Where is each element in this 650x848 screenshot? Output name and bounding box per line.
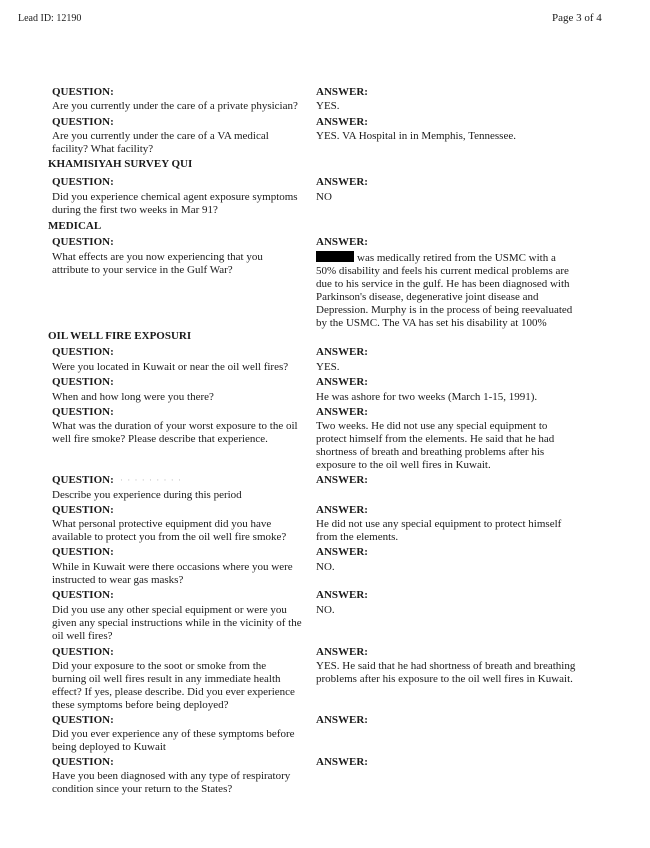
question-label: QUESTION:: [52, 474, 114, 486]
question-text: Have you been diagnosed with any type of respiratory condition since your return to the States?: [52, 770, 291, 795]
question-text: Did you ever experience any of these symptoms before being deployed to Kuwait: [52, 728, 295, 753]
question-text: What personal protective equipment did you have available to protect you from the oil well fire smoke?: [52, 518, 287, 543]
answer-text: YES. VA Hospital in in Memphis, Tennessee.: [316, 130, 516, 142]
answer-label: ANSWER:: [316, 756, 368, 768]
question-label: QUESTION:: [52, 376, 114, 388]
question-label: QUESTION:: [52, 589, 114, 601]
answer-text: YES.: [316, 100, 340, 112]
answer-label: ANSWER:: [316, 589, 368, 601]
answer-label: ANSWER:: [316, 376, 368, 388]
question-label: QUESTION:: [52, 546, 114, 558]
question-text: While in Kuwait were there occasions where you were instructed to wear gas masks?: [52, 561, 293, 586]
section-heading-medical: MEDICAL: [48, 220, 102, 232]
question-text: Did your exposure to the soot or smoke from the burning oil well fires result in any immediate health effect? If yes, please describe. Did you ever experience these symptoms before being deployed?: [52, 660, 295, 711]
answer-text: NO.: [316, 604, 335, 616]
redaction-box: [316, 251, 354, 262]
answer-label: ANSWER:: [316, 116, 368, 128]
answer-text: NO: [316, 191, 332, 203]
question-label: QUESTION:: [52, 116, 114, 128]
question-text: Did you experience chemical agent exposure symptoms during the first two weeks in Mar 91?: [52, 191, 298, 216]
question-label: QUESTION:: [52, 86, 114, 98]
question-label: QUESTION:: [52, 346, 114, 358]
answer-text: NO.: [316, 561, 335, 573]
answer-label: ANSWER:: [316, 86, 368, 98]
answer-label: ANSWER:: [316, 176, 368, 188]
answer-label: ANSWER:: [316, 504, 368, 516]
question-text: When and how long were you there?: [52, 391, 214, 403]
question-text: What was the duration of your worst exposure to the oil well fire smoke? Please describe that experience.: [52, 420, 298, 445]
answer-text: YES. He said that he had shortness of breath and breathing problems after his exposure to the oil well fires in Kuwait.: [316, 660, 576, 685]
question-text: Were you located in Kuwait or near the oil well fires?: [52, 361, 289, 373]
section-heading-oil-well: OIL WELL FIRE EXPOSURI: [48, 330, 192, 342]
question-text: Describe you experience during this period: [52, 489, 242, 501]
question-label: QUESTION:: [52, 406, 114, 418]
page-number: Page 3 of 4: [552, 12, 602, 24]
answer-text: was medically retired from the USMC with a 50% disability and feels his current medical problems are due to his service in the gulf. He has been diagnosed with Parkinson's disease, degenerative joint disease and Depression. Murphy is in the process of being reevaluated by the USMC. The VA has set his disability at 100%: [316, 252, 573, 329]
answer-label: ANSWER:: [316, 546, 368, 558]
lead-id: Lead ID: 12190: [18, 13, 82, 24]
document-page: Lead ID: 12190 Page 3 of 4 QUESTION: Are you currently under the care of a private physician? ANSWER: YES. QUESTION: Are you currently under the care of a VA medical facility? What facility? ANSWER: YES. VA Hospital in in Memphis, Tennessee. KHAMISIYAH SURVEY QUI QUESTION: Did you experience chemical agent exposure symptoms during the first two weeks in Mar 91? ANSWER: NO MEDICAL QUESTION: What effects are you now experiencing that you attribute to your service in the Gulf War? ANSWER: was medically retired from the USMC with a 50% disability and feels his current medical problems are due to his service in the gulf. He has been diagnosed with Parkinson's disease, degenerative joint disease and Depression. Murphy is in the process of being reevaluated by the USMC. The VA has set his disability at 100% OIL WELL FIRE EXPOSURI QUESTION: Were you located in Kuwait or near the oil well fires? ANSWER: YES. QUESTION: When and how long were you there? ANSWER: He was ashore for two weeks (March 1-15, 1991). QUESTION: What was the duration of your worst exposure to the oil well fire smoke? Please describe that experience. ANSWER: Two weeks. He did not use any special equipment to protect himself from the elements. He said that he had shortness of breath and breathing problems after his exposure to the oil well fires in Kuwait. QUESTION: · · · · · · · · · Describe you experience during this period ANSWER: QUESTION: What personal protective equipment did you have available to protect you from the oil well fire smoke? ANSWER: He did not use any special equipment to protect himself from the elements. QUESTION: While in Kuwait were there occasions where you were instructed to wear gas masks? ANSWER: NO. QUESTION: Did you use any other special equipment or were you given any special instructions while in the vicinity of the oil well fires? ANSWER: NO. QUESTION: Did your exposure to the soot or smoke from the burning oil well fires result in any immediate health effect? If yes, please describe. Did you ever experience these symptoms before being deployed? ANSWER: YES. He said that he had shortness of breath and breathing problems after his exposure to the oil well fires in Kuwait. QUESTION: Did you ever experience any of these symptoms before being deployed to Kuwait ANSWER: QUESTION: Have you been diagnosed with any type of respiratory condition since your return to the States? ANSWER:: [18, 12, 602, 795]
question-label: QUESTION:: [52, 756, 114, 768]
question-label: QUESTION:: [52, 714, 114, 726]
answer-text: Two weeks. He did not use any special equipment to protect himself from the elements. He said that he had shortness of breath and breathing problems after his exposure to the oil well fires in Kuwait.: [316, 420, 555, 471]
answer-label: ANSWER:: [316, 346, 368, 358]
question-text: What effects are you now experiencing that you attribute to your service in the Gulf War?: [52, 251, 263, 276]
answer-label: ANSWER:: [316, 406, 368, 418]
answer-label: ANSWER:: [316, 646, 368, 658]
answer-text: He was ashore for two weeks (March 1-15, 1991).: [316, 391, 538, 403]
question-label: QUESTION:: [52, 646, 114, 658]
answer-label: ANSWER:: [316, 714, 368, 726]
answer-text: He did not use any special equipment to protect himself from the elements.: [316, 518, 562, 543]
answer-label: ANSWER:: [316, 474, 368, 486]
answer-label: ANSWER:: [316, 236, 368, 248]
section-heading-khamisiyah: KHAMISIYAH SURVEY QUI: [48, 158, 193, 170]
question-label: QUESTION:: [52, 236, 114, 248]
question-text: Are you currently under the care of a VA medical facility? What facility?: [52, 130, 269, 155]
question-text: Did you use any other special equipment or were you given any special instructions while in the vicinity of the oil well fires?: [52, 604, 302, 642]
answer-block: [316, 251, 578, 330]
answer-text: YES.: [316, 361, 340, 373]
question-text: Are you currently under the care of a private physician?: [52, 100, 298, 112]
question-label: QUESTION:: [52, 176, 114, 188]
question-label: QUESTION:: [52, 504, 114, 516]
